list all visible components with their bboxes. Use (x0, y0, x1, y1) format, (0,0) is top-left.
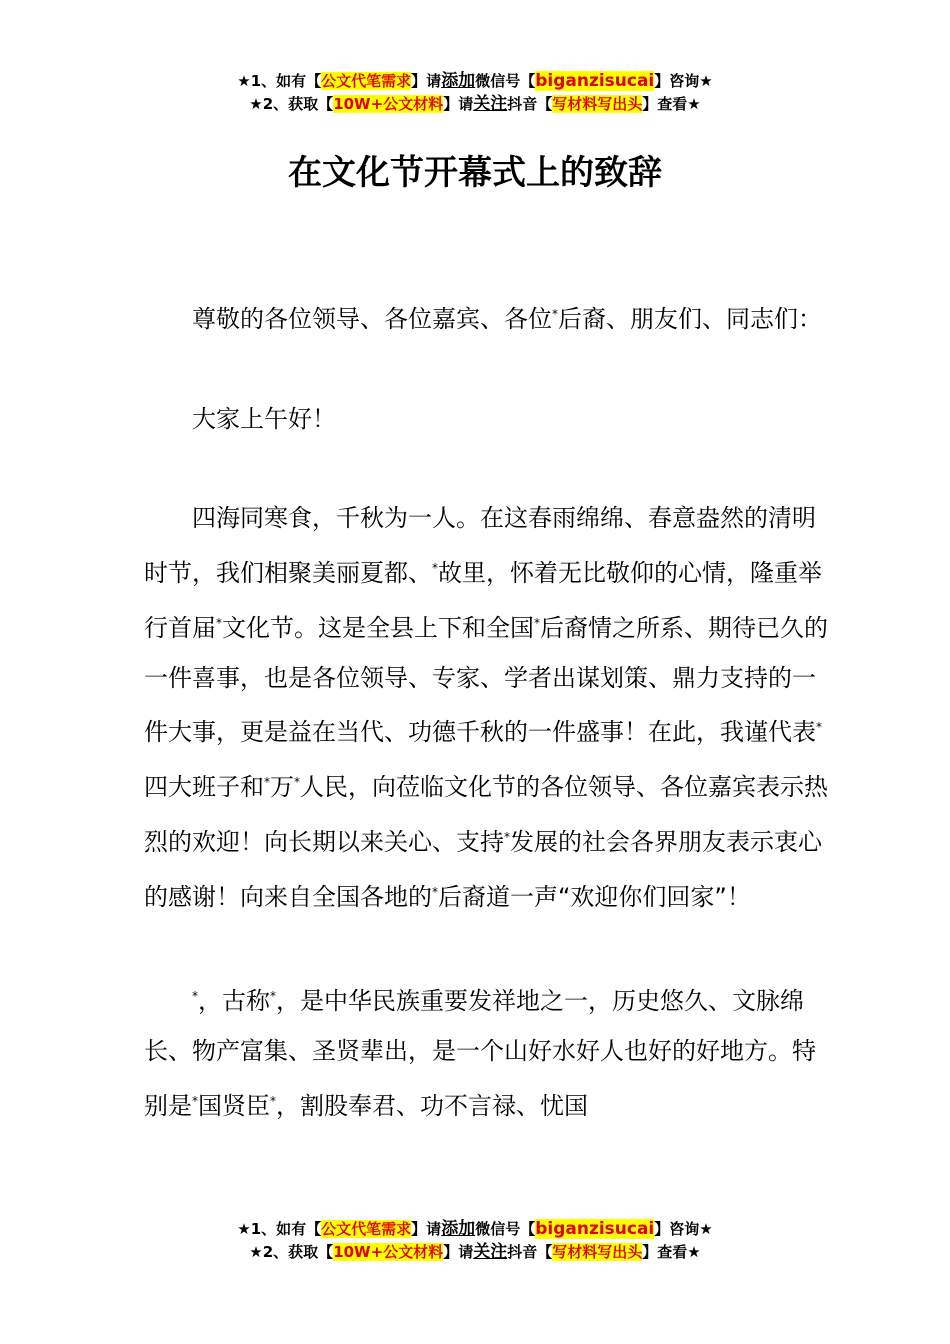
document-body (144, 290, 836, 1132)
footer-line-2: ★2、获取【10W+公文材料】请关注抖音【写材料写出头】查看★ (249, 1242, 701, 1262)
header-banner (0, 70, 950, 116)
salutation: 尊敬的各位领导、各位嘉宾、各位*后裔、朋友们、同志们： (192, 305, 822, 333)
greeting: 大家上午好！ (192, 404, 336, 433)
highlight-douyin-account: 写材料写出头 (552, 95, 643, 113)
highlight-service: 公文代笔需求 (321, 72, 412, 90)
paragraph-2: *，古称*，是中华民族重要发祥地之一，历史悠久、文脉绵长、物产富集、圣贤辈出，是一个山好水好人也好的好地方。特别是*国贤臣*，割股奉君、功不言禄、忧国 (144, 987, 816, 1120)
banner-line-1: ★1、如有【公文代笔需求】请添加微信号【biganzisucai】咨询★ (237, 71, 713, 91)
paragraph-1: 四海同寒食，千秋为一人。在这春雨绵绵、春意盎然的清明时节，我们相聚美丽夏都、*故里，怀着无比敬仰的心情，隆重举行首届*文化节。这是全县上下和全国*后裔情之所系、期待已久的一件喜事，也是各位领导、专家、学者出谋划策、鼎力支持的一件大事，更是益在当代、功德千秋的一件盛事！在此，我谨代表*四大班子和*万*人民，向莅临文化节的各位领导、各位嘉宾表示热烈的欢迎！向长期以来关心、支持*发展的社会各界朋友表示衷心的感谢！向来自全国各地的*后裔道一声“欢迎你们回家”！ (144, 504, 828, 911)
footer-line-1: ★1、如有【公文代笔需求】请添加微信号【biganzisucai】咨询★ (237, 1219, 713, 1239)
page-title: 在文化节开幕式上的致辞 (288, 153, 662, 193)
highlight-materials: 10W+公文材料 (333, 95, 444, 113)
highlight-wechat-id: biganzisucai (535, 71, 655, 91)
footer-banner (0, 1218, 950, 1264)
banner-line-2: ★2、获取【10W+公文材料】请关注抖音【写材料写出头】查看★ (249, 94, 701, 114)
